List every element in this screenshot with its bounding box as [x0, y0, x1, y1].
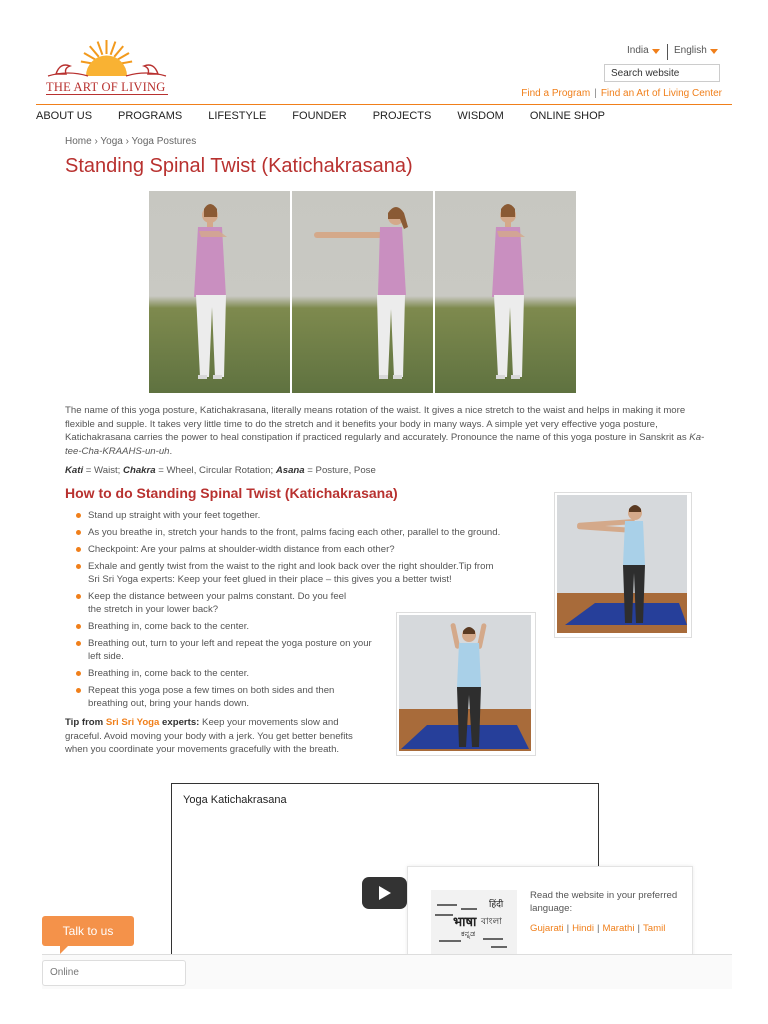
step-photo-arms-raised [396, 612, 536, 756]
tip-paragraph [65, 716, 375, 757]
wordcloud-word: भाषा [453, 915, 477, 930]
intro-text-start: The name of this yoga posture, Katichakrasana, literally means rotation of the waist. It gives a nice stretch to the waist and helps in making it more flexible and supple. It takes very little time to do the stretch and it benefits your body in many ways. A simple yet very effective yoga posture, Katichakrasana carries the power to heal constipation if practiced regularly and accurately. Pronounce the name of this yoga posture in Sanskrit as [65, 405, 690, 444]
country-selector[interactable] [627, 45, 660, 56]
nav-lifestyle[interactable]: LIFESTYLE [208, 110, 267, 122]
header-rule [36, 104, 732, 105]
sri-sri-yoga-link[interactable]: Sri Sri Yoga [105, 717, 160, 728]
term-chakra: Chakra [123, 465, 156, 476]
step-item: Keep the distance between your palms constant. Do you feel the stretch in your lower back? [73, 590, 358, 616]
step-photo-arms-forward [554, 492, 692, 638]
language-wordcloud-image [431, 890, 517, 954]
language-prompt: Read the website in your preferred language: [530, 890, 678, 914]
step-item: Checkpoint: Are your palms at shoulder-width distance from each other? [73, 543, 548, 556]
video-title[interactable]: Yoga Katichakrasana [183, 794, 287, 806]
step-item: Breathing out, turn to your left and repeat the yoga posture on your left side. [73, 637, 383, 663]
chevron-down-icon [710, 49, 718, 54]
step-item: Breathing in, come back to the center. [73, 620, 383, 633]
term-asana: Asana [275, 465, 305, 476]
tip-suffix: experts: [159, 717, 200, 728]
link-separator: | [594, 88, 597, 99]
step-item: Repeat this yoga pose a few times on both sides and then breathing out, bring your hands down. [73, 684, 363, 710]
pose-image-front [149, 191, 290, 393]
find-program-link[interactable]: Find a Program [521, 88, 591, 99]
wordcloud-word: বাংলা [481, 917, 502, 927]
tip-body: Keep your movements slow and graceful. Avoid moving your body with a jerk. You get better benefits when you coordinate your movements gracefully with the breath. [65, 717, 353, 756]
wordcloud-word: हिंदी [489, 900, 504, 910]
lang-gujarati-link[interactable]: Gujarati [530, 923, 564, 934]
page-title: Standing Spinal Twist (Katichakrasana) [65, 155, 413, 177]
pronunciation: Ka-tee-Cha-KRAAHS-un-uh [65, 432, 705, 457]
chevron-down-icon [652, 49, 660, 54]
tip-prefix: Tip from [65, 717, 106, 728]
nav-founder[interactable]: FOUNDER [292, 110, 347, 122]
how-to-heading: How to do Standing Spinal Twist (Katichakrasana) [65, 485, 398, 501]
step-item: As you breathe in, stretch your hands to the front, palms facing each other, parallel to the ground. [73, 526, 548, 539]
lang-marathi-link[interactable]: Marathi [602, 923, 635, 934]
wordcloud-word: ಕನ್ನಡ [461, 929, 476, 938]
link-separator: | [637, 923, 640, 934]
def-asana: = Posture, Pose [304, 465, 376, 476]
step-item: Stand up straight with your feet together. [73, 509, 548, 522]
intro-paragraph [65, 404, 705, 458]
language-label: English [674, 45, 707, 56]
sanskrit-meaning [65, 465, 376, 476]
language-popup [407, 866, 693, 960]
main-nav [36, 110, 631, 122]
step-item: Breathing in, come back to the center. [73, 667, 383, 680]
logo-underline [46, 94, 168, 95]
link-separator: | [596, 923, 600, 934]
lang-tamil-link[interactable]: Tamil [642, 923, 666, 934]
hero-pose-images [149, 191, 576, 393]
link-separator: | [566, 923, 570, 934]
nav-about-us[interactable]: ABOUT US [36, 110, 93, 122]
intro-text-end: . [169, 445, 173, 457]
nav-projects[interactable]: PROJECTS [372, 110, 432, 122]
find-links [521, 88, 722, 99]
play-icon[interactable] [362, 877, 407, 909]
search-input[interactable]: Search website [604, 64, 720, 82]
nav-online-shop[interactable]: ONLINE SHOP [529, 110, 606, 122]
lang-hindi-link[interactable]: Hindi [572, 923, 594, 934]
chat-status[interactable]: Online [42, 960, 186, 986]
nav-wisdom[interactable]: WISDOM [457, 110, 504, 122]
def-kati: = Waist; [83, 465, 124, 476]
country-label: India [627, 45, 649, 56]
step-item: Exhale and gently twist from the waist to the right and look back over the right shoulder.Tip from Sri Sri Yoga experts: Keep your feet glued in their place – this gives you a better twist! [73, 560, 498, 586]
language-selector[interactable] [674, 45, 718, 56]
def-chakra: = Wheel, Circular Rotation; [155, 465, 276, 476]
nav-programs[interactable]: PROGRAMS [118, 110, 183, 122]
pose-image-side [292, 191, 433, 393]
breadcrumb[interactable]: Home › Yoga › Yoga Postures [65, 136, 197, 147]
find-center-link[interactable]: Find an Art of Living Center [600, 88, 722, 99]
talk-to-us-button[interactable]: Talk to us [42, 916, 134, 946]
brand-name: THE ART OF LIVING [46, 80, 166, 94]
pose-image-twist [435, 191, 576, 393]
language-links [530, 923, 665, 934]
selector-divider [667, 44, 668, 60]
term-kati: Kati [65, 465, 84, 476]
